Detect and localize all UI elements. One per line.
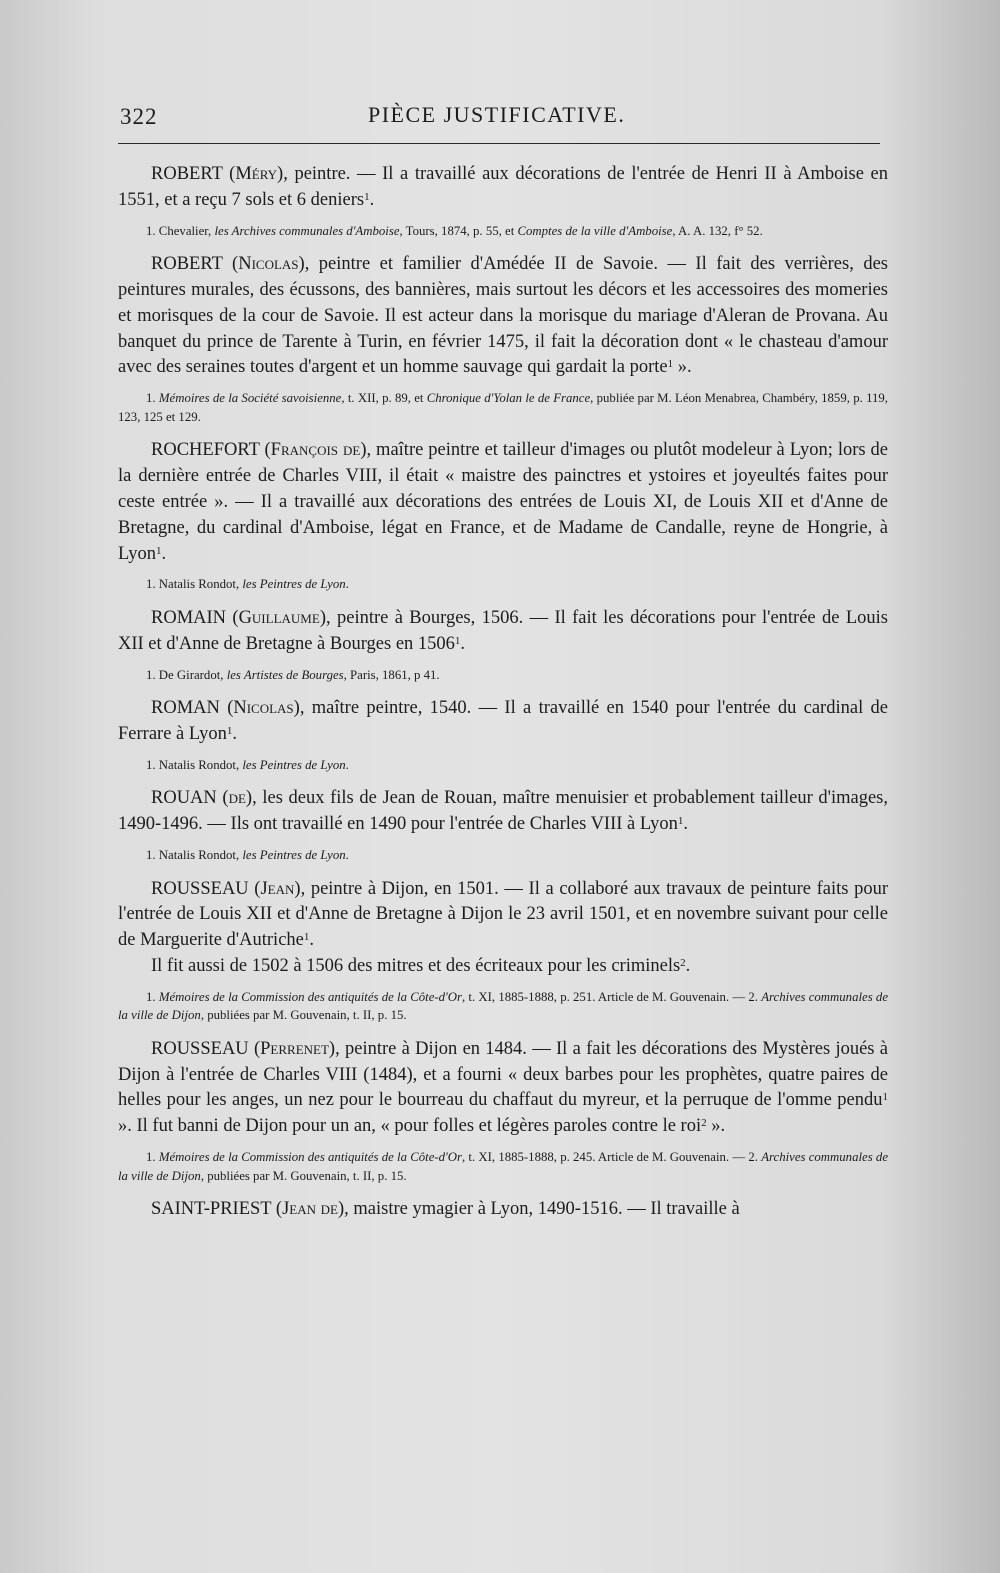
entry-tail: . (685, 955, 691, 976)
entry-headword: ROUSSEAU (151, 878, 249, 899)
entry-given-name: Guillaume (238, 607, 320, 628)
footnote-title: les Peintres de Lyon (242, 577, 346, 592)
entry-headword: ROMAN (151, 698, 220, 719)
footnote-title: Archives communales de la ville de Dijon (118, 1150, 888, 1183)
entry-body: , peintre à Dijon, en 1501. — Il a collaboré aux travaux de peinture faits pour l'entrée de Louis XII et d'Anne de Bretagne à Dijon le 23 avril 1501, et en novembre suivant pour celle de Marguerite d'Autriche (118, 878, 888, 951)
footnote (118, 1148, 888, 1185)
entry-paragraph: ROUAN (de), les deux fils de Jean de Rouan, maître menuisier et probablement tailleur d'images, 1490-1496. — Ils ont travaillé en 1490 pour l'entrée de Charles VIII à Lyon$^1$. (118, 788, 888, 835)
entry-paragraph: SAINT-PRIEST (Jean de), maistre ymagier à Lyon, 1490-1516. — Il travaille à (151, 1199, 740, 1220)
footnote-text: , publiées par M. Gouvenain, t. II, p. 15. (200, 1168, 407, 1183)
entry-paragraph: ROMAIN (Guillaume), peintre à Bourges, 1506. — Il fait les décorations pour l'entrée de Louis XII et d'Anne de Bretagne à Bourges en 1506$^1$. (118, 607, 888, 654)
header-rule (118, 143, 880, 144)
footnote-text: , Paris, 1861, p 41. (343, 667, 440, 682)
entry-rouan (118, 786, 888, 864)
entry-paragraph: ROCHEFORT (François de), maître peintre et tailleur d'images ou plutôt modeleur à Lyon; lors de la dernière entrée de Charles VIII, il était « maistre des painctres et ystoires et joyeultés faites pour ceste entrée ». — Il a travaillé aux décorations des entrées de Louis XI, de Louis XII et d'Anne de Bretagne, du cardinal d'Amboise, légat en France, et de Madame de Candalle, reyne de Hongrie, à Lyon$^1$. (118, 440, 889, 564)
footnote-text: , t. XI, 1885-1888, p. 251. Article de M. Gouvenain. — 2. (462, 989, 762, 1004)
footnote-title: Chronique d'Yolan le de France (426, 391, 591, 406)
entry-body: , les deux fils de Jean de Rouan, maître menuisier et probablement tailleur d'images, 1490-1496. — Ils ont travaillé en 1490 pour l'entrée de Charles VIII à Lyon (118, 788, 888, 835)
footnote-title: Mémoires de la Commission des antiquités de la Côte-d'Or (158, 1150, 462, 1165)
footnote (118, 988, 888, 1025)
entry-body: , peintre. — Il a travaillé aux décorations de l'entrée de Henri II à Amboise en 1551, et a reçu 7 sols et 6 deniers (118, 164, 888, 210)
footnote-text: Natalis Rondot, (155, 757, 243, 772)
entry-headword: ROUAN (151, 788, 217, 809)
entry-rousseau-perrenet (118, 1037, 888, 1185)
footnote-title: les Archives communales d'Amboise (214, 223, 400, 238)
footnote-number: 1. (146, 223, 156, 238)
footnote-ref: 1 (454, 634, 461, 647)
footnote-number: 1. (146, 577, 156, 592)
entry-body: , peintre à Bourges, 1506. — Il fait les décorations pour l'entrée de Louis XII et d'Anne de Bretagne à Bourges en 1506 (118, 607, 888, 654)
entry-given-name: Jean (260, 878, 295, 899)
footnote-number: 1. (146, 1150, 156, 1165)
footnote-text: . (345, 847, 349, 862)
footnote-text: . (345, 757, 349, 772)
entry-paragraph: ROUSSEAU (Perrenet), peintre à Dijon en 1484. — Il a fait les décorations des Mystères joués à Dijon à l'entrée de Charles VIII (1484), et a fourni « deux barbes pour les prophètes, quatre paires de helles pour les anges, un nez pour le bourreau du chaffaut du myreur, et la perruque de l'omme pendu$^1$ ». Il fut banni de Dijon pour un an, « pour folles et légères paroles contre le roi$^2$ ». (118, 1038, 888, 1137)
footnote-ref: 1 (667, 358, 674, 371)
footnote-title: Archives communales de la ville de Dijon (118, 989, 888, 1023)
entry-tail: ». (706, 1116, 726, 1137)
footnote-ref: 1 (882, 1091, 888, 1104)
entry-tail: . (232, 723, 238, 744)
footnote (118, 575, 888, 594)
page-number: 322 (120, 104, 158, 129)
entry-tail: . (309, 930, 314, 951)
footnote-title: Mémoires de la Commission des antiquités de la Côte-d'Or (158, 989, 462, 1004)
entry-saint-priest-jean (118, 1197, 888, 1223)
footnote (118, 666, 888, 685)
footnote-title: Comptes de la ville d'Amboise (517, 223, 673, 238)
footnote-title: les Artistes de Bourges (226, 667, 344, 682)
footnote-text: Natalis Rondot, (155, 847, 243, 862)
entry-rochefort-francois (118, 438, 888, 594)
footnote-ref: 1 (226, 724, 233, 737)
footnote-title: les Peintres de Lyon (242, 847, 346, 862)
footnote-text: , publiées par M. Gouvenain, t. II, p. 15. (200, 1008, 407, 1023)
entry-body: , peintre à Dijon en 1484. — Il a fait les décorations des Mystères joués à Dijon à l'entrée de Charles VIII (1484), et a fourni « deux barbes pour les prophètes, quatre paires de helles pour les anges, un nez pour le bourreau du chaffaut du myreur, et la perruque de l'omme pendu (118, 1038, 888, 1111)
entry-robert-mery (118, 162, 888, 240)
entry-body: , peintre et familier d'Amédée II de Savoie. — Il fait des verrières, des peintures murales, des écussons, des bannières, mais surtout les décors et les accessoires des momeries et morisques de la cour de Savoie. Il est acteur dans la morisque du mariage d'Aleran de Provana. Au banquet du prince de Tarente à Turin, en février 1475, il fait la décoration dont « le chasteau d'amour avec des seraines toutes d'argent et un homme sauvage qui gardait la porte (118, 254, 888, 378)
dictionary-entries (118, 162, 888, 1223)
footnote-text: , publiée par M. Léon Menabrea, Chambéry, 1859, p. 119, 123, 125 et 129. (118, 391, 888, 424)
footnote-ref: 2 (680, 956, 686, 969)
footnote-title: Mémoires de la Société savoisienne (158, 391, 342, 406)
entry-given-name: François de (270, 440, 361, 461)
entry-headword: SAINT-PRIEST (151, 1199, 272, 1220)
running-title: PIÈCE JUSTIFICATIVE. (368, 102, 626, 127)
entry-headword: ROBERT (151, 254, 223, 275)
footnote-ref: 1 (677, 815, 684, 828)
entry-tail: . (460, 633, 466, 654)
entry-given-name: de (228, 788, 246, 809)
entry-headword: ROMAIN (151, 607, 227, 628)
entry-paragraph: ROBERT (Méry), peintre. — Il a travaillé aux décorations de l'entrée de Henri II à Amboise en 1551, et a reçu 7 sols et 6 deniers$^1$. (118, 164, 888, 210)
entry-paragraph: ROBERT (Nicolas), peintre et familier d'Amédée II de Savoie. — Il fait des verrières, des peintures murales, des écussons, des bannières, mais surtout les décors et les accessoires des momeries et morisques de la cour de Savoie. Il est acteur dans la morisque du mariage d'Aleran de Provana. Au banquet du prince de Tarente à Turin, en février 1475, il fait la décoration dont « le chasteau d'amour avec des seraines toutes d'argent et un homme sauvage qui gardait la porte$^1$ ». (118, 254, 888, 378)
entry-paragraph-continued (118, 954, 888, 980)
footnote-ref: 2 (701, 1117, 707, 1130)
page-header (118, 98, 880, 130)
footnote-text: , t. XII, p. 89, et (341, 391, 427, 406)
footnote-ref: 1 (156, 544, 162, 557)
entry-romain-guillaume (118, 606, 888, 684)
footnote-number: 1. (146, 847, 156, 862)
entry-tail: ». Il fut banni de Dijon pour un an, « pour folles et légères paroles contre le roi (118, 1116, 702, 1137)
entry-given-name: Nicolas (233, 698, 294, 719)
footnote-ref: 1 (364, 190, 370, 203)
entry-tail: . (161, 543, 167, 564)
footnote-text: . (345, 577, 349, 592)
entry-body: , maître peintre et tailleur d'images ou plutôt modeleur à Lyon; lors de la dernière entrée de Charles VIII, il était « maistre des painctres et ystoires et joyeultés faites pour ceste entrée ». — Il a travaillé aux décorations des entrées de Louis XI, de Louis XII et d'Anne de Bretagne, du cardinal d'Amboise, légat en France, et de Madame de Candalle, reyne de Hongrie, à Lyon (118, 440, 889, 564)
footnote-text: , Tours, 1874, p. 55, et (399, 223, 518, 238)
entry-headword: ROUSSEAU (151, 1038, 249, 1059)
footnote-number: 1. (146, 757, 156, 772)
footnote-text: , t. XI, 1885-1888, p. 245. Article de M. Gouvenain. — 2. (462, 1150, 762, 1165)
footnote-text: De Girardot, (155, 667, 227, 682)
entry-given-name: Jean de (282, 1199, 338, 1220)
entry-given-name: Méry (235, 164, 278, 184)
footnote-text: Chevalier, (155, 223, 215, 238)
entry-headword: ROCHEFORT (151, 440, 260, 461)
entry-headword: ROBERT (151, 164, 223, 184)
footnote-text: , A. A. 132, f° 52. (672, 223, 763, 238)
entry-tail: . (369, 189, 375, 210)
footnote (118, 756, 888, 775)
entry-body: , maistre ymagier à Lyon, 1490-1516. — Il travaille à (344, 1199, 740, 1220)
entry-paragraph: ROMAN (Nicolas), maître peintre, 1540. — Il a travaillé en 1540 pour l'entrée du cardinal de Ferrare à Lyon$^1$. (118, 698, 888, 744)
footnote-ref: 1 (303, 931, 310, 944)
entry-robert-nicolas (118, 252, 888, 426)
entry-rousseau-jean (118, 877, 888, 1025)
footnote-title: les Peintres de Lyon (242, 757, 346, 772)
entry-roman-nicolas (118, 696, 888, 774)
entry-body: Il fit aussi de 1502 à 1506 des mitres et des écriteaux pour les criminels (151, 955, 681, 976)
footnote-number: 1. (146, 989, 156, 1004)
entry-given-name: Perrenet (260, 1038, 329, 1059)
footnote-text: Natalis Rondot, (155, 577, 243, 592)
footnote-number: 1. (146, 391, 156, 406)
footnote (118, 389, 888, 426)
entry-given-name: Nicolas (238, 254, 299, 275)
footnote (118, 846, 888, 865)
footnote (118, 222, 888, 241)
entry-tail: . (683, 814, 689, 835)
footnote-number: 1. (146, 667, 156, 682)
entry-tail: ». (673, 357, 692, 378)
entry-paragraph: ROUSSEAU (Jean), peintre à Dijon, en 1501. — Il a collaboré aux travaux de peinture faits pour l'entrée de Louis XII et d'Anne de Bretagne à Dijon le 23 avril 1501, et en novembre suivant pour celle de Marguerite d'Autriche$^1$. (118, 878, 888, 951)
entry-body: , maître peintre, 1540. — Il a travaillé en 1540 pour l'entrée du cardinal de Ferrare à Lyon (118, 698, 888, 744)
